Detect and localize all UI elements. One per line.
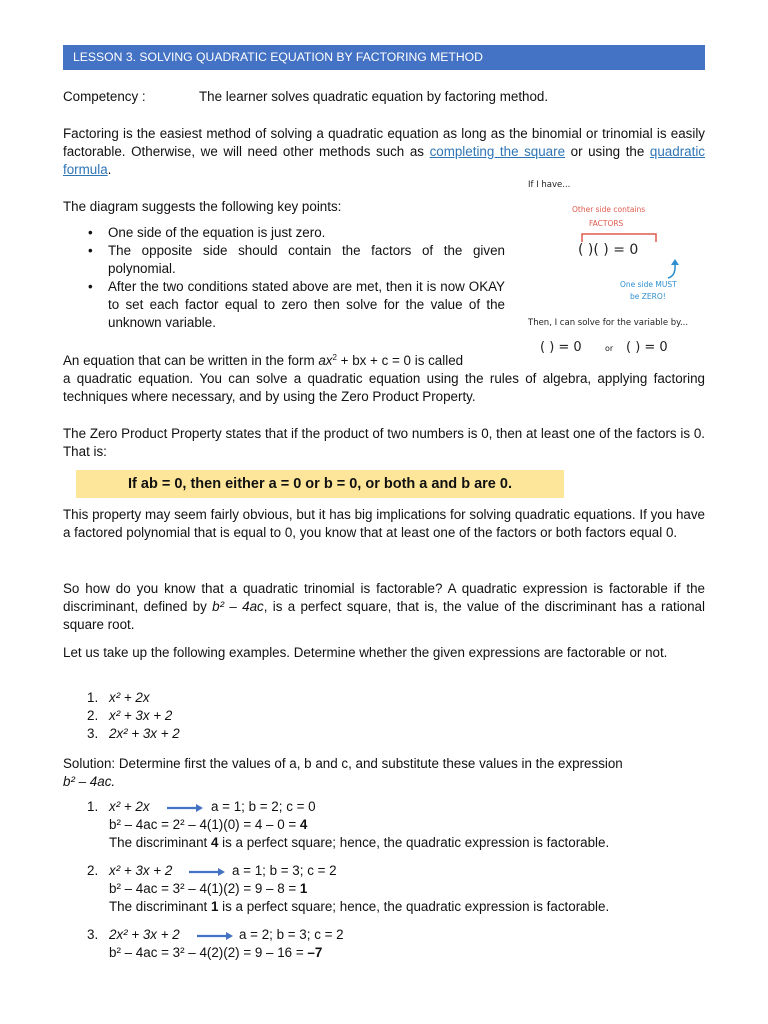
diagram-factors-label: FACTORS: [589, 219, 624, 228]
solution-calc: [109, 944, 322, 962]
solution-conclusion: [109, 898, 609, 916]
conclusion-value: 4: [210, 835, 219, 850]
completing-the-square-link[interactable]: completing the square: [429, 144, 566, 159]
solution-intro-expr-line: [63, 773, 705, 791]
intro-paragraph: [63, 125, 705, 179]
solution-calc: [109, 816, 307, 834]
zero-product-property-highlight: If ab = 0, then either a = 0 or b = 0, or both a and b are 0.: [76, 470, 564, 498]
diagram-left-factor-eq: ( ) = 0: [540, 340, 582, 355]
item-number: 1.: [87, 690, 99, 705]
item-expression: x² + 2x: [109, 690, 150, 705]
factorable-text-1: So how do you know that a quadratic trinomial is factorable? A quadratic expression is factorable if the discriminant, defined by: [63, 581, 705, 614]
solution-coefficients: a = 2; b = 3; c = 2: [239, 927, 344, 942]
conclusion-text: is a perfect square; hence, the quadratic expression is factorable.: [218, 899, 610, 914]
intro-text-1: Factoring is the easiest method of solving a quadratic equation as long as the binomial or trinomial is easily factorable. Otherwise, we will need other methods such as: [63, 126, 705, 159]
diagram-then-label: Then, I can solve for the variable by...: [528, 318, 689, 328]
diagram-or-label: or: [605, 344, 614, 353]
factorable-text-2: , is a perfect square, that is, the value of the discriminant has a rational square root.: [63, 599, 705, 632]
solution-intro-text: Solution: Determine first the values of a, b and c, and substitute these values in the expression: [63, 756, 623, 771]
list-item: [63, 725, 705, 743]
item-number: 2.: [87, 708, 99, 723]
quad-def-line1: An equation that can be written in the form $ax^2$ + bx + c = 0 is called: [63, 353, 464, 368]
curved-arrow-icon: [664, 258, 682, 280]
list-item: [63, 689, 705, 707]
calc-text: b² – 4ac = 3² – 4(2)(2) = 9 – 16 =: [109, 945, 308, 960]
factoring-diagram: [520, 178, 710, 368]
factorable-paragraph: [63, 580, 705, 634]
solution-number: 1.: [87, 799, 99, 814]
list-item: [63, 707, 705, 725]
competency-text: The learner solves quadratic equation by factoring method.: [199, 89, 549, 104]
conclusion-text: The discriminant: [109, 835, 211, 850]
solution-conclusion: [109, 834, 609, 852]
intro-text-3: .: [107, 162, 112, 177]
diagram-factor-equation: ( )( ) = 0: [578, 242, 639, 258]
solution-intro: [63, 755, 705, 773]
diagram-other-side-label: Other side contains: [572, 205, 646, 214]
calc-result: –7: [307, 945, 323, 960]
key-point: • The opposite side should contain the factors of the given polynomial.: [63, 242, 505, 278]
quad-def-form-a: ax: [318, 353, 333, 368]
implications-paragraph: This property may seem fairly obvious, but it has big implications for solving quadratic equations. If you have a factored polynomial that is equal to 0, you know that at least one of the factors or both factors equal 0.: [63, 507, 705, 540]
quadratic-formula-link[interactable]: quadratic formula: [63, 144, 705, 177]
examples-list: [63, 689, 705, 743]
quad-def-form-rest: + bx + c = 0 is called: [336, 353, 464, 368]
item-expression: 2x² + 3x + 2: [109, 726, 180, 741]
item-expression: x² + 3x + 2: [109, 708, 173, 723]
diagram-be-zero-label: be ZERO!: [630, 292, 666, 301]
conclusion-text: The discriminant: [109, 899, 211, 914]
quad-def-text: An equation that can be written in the form: [63, 353, 319, 368]
solution-coefficients: a = 1; b = 3; c = 2: [232, 863, 337, 878]
quad-def-paragraph: a quadratic equation. You can solve a quadratic equation using the rules of algebra, applying factoring techniques where necessary, and by using the Zero Product Property.: [63, 371, 705, 404]
diagram-intro: The diagram suggests the following key points:: [63, 199, 342, 214]
zpp-intro: The Zero Product Property states that if the product of two numbers is 0, then at least one of the factors is 0. That is:: [63, 426, 705, 459]
lesson-title-banner: LESSON 3. SOLVING QUADRATIC EQUATION BY FACTORING METHOD: [63, 45, 705, 70]
conclusion-value: 1: [210, 899, 219, 914]
arrow-right-icon: [189, 867, 225, 877]
arrow-right-icon: [197, 931, 233, 941]
item-number: 3.: [87, 726, 99, 741]
solution-number: 2.: [87, 863, 99, 878]
solution-calc: [109, 880, 307, 898]
solution-expression: x² + 3x + 2: [109, 863, 173, 878]
intro-text-2: or using the: [565, 144, 650, 159]
arrow-right-icon: [167, 803, 203, 813]
competency-label: Competency :: [63, 89, 146, 104]
calc-result: 1: [299, 881, 308, 896]
diagram-right-factor-eq: ( ) = 0: [626, 340, 668, 355]
conclusion-text: is a perfect square; hence, the quadratic expression is factorable.: [218, 835, 610, 850]
calc-text: b² – 4ac = 3² – 4(1)(2) = 9 – 8 =: [109, 881, 300, 896]
calc-result: 4: [299, 817, 308, 832]
key-point: • After the two conditions stated above are met, then it is now OKAY to set each factor equal to zero then solve for the value of the unknown variable.: [63, 278, 505, 332]
solution-expr: b² – 4ac.: [63, 774, 116, 789]
key-points-list: [63, 224, 505, 332]
solution-number: 3.: [87, 927, 99, 942]
solution-expression: x² + 2x: [109, 799, 150, 814]
calc-text: b² – 4ac = 2² – 4(1)(0) = 4 – 0 =: [109, 817, 300, 832]
examples-intro: Let us take up the following examples. Determine whether the given expressions are factorable or not.: [63, 645, 668, 660]
solution-expression: 2x² + 3x + 2: [109, 927, 180, 942]
diagram-one-side-label: One side MUST: [620, 280, 677, 289]
key-point: • One side of the equation is just zero.: [63, 224, 505, 242]
diagram-if-i-have: If I have...: [528, 180, 571, 190]
solution-coefficients: a = 1; b = 2; c = 0: [211, 799, 316, 814]
discriminant-expr: b² – 4ac: [212, 599, 264, 614]
